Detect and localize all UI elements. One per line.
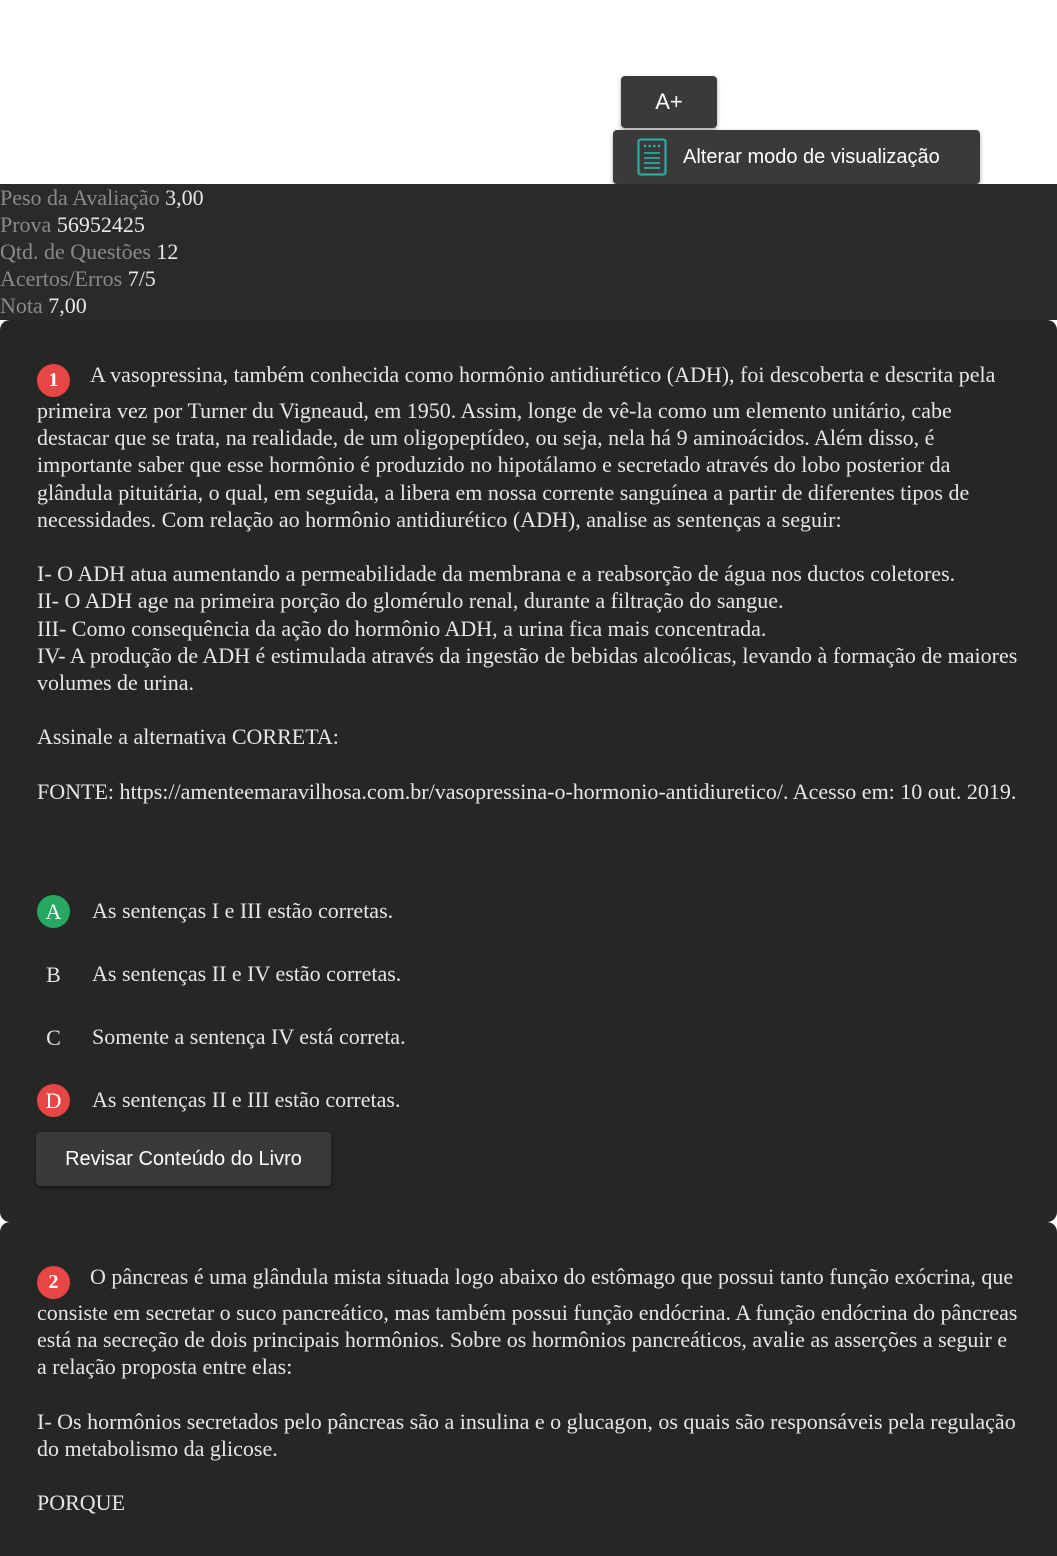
option-text: Somente a sentença IV está correta.: [92, 1024, 406, 1049]
option-text: As sentenças II e IV estão corretas.: [92, 961, 402, 986]
question-number-badge: 1: [37, 364, 70, 397]
summary-label: Nota: [0, 293, 43, 318]
option-d[interactable]: [37, 1083, 1017, 1117]
review-book-content-button[interactable]: [36, 1132, 331, 1186]
option-c[interactable]: [37, 1020, 1017, 1054]
review-button-label: Revisar Conteúdo do Livro: [65, 1147, 302, 1170]
view-mode-label: Alterar modo de visualização: [683, 145, 940, 168]
option-letter-correct: A: [37, 895, 70, 928]
summary-value: 56952425: [56, 212, 145, 237]
summary-row-exam: [0, 211, 1057, 238]
option-text: As sentenças II e III estão corretas.: [92, 1087, 401, 1112]
summary-row-weight: [0, 184, 1057, 211]
summary-row-grade: [0, 292, 1057, 319]
view-mode-button[interactable]: [613, 130, 980, 184]
document-icon: [637, 138, 667, 176]
question-number-badge: 2: [37, 1266, 70, 1299]
summary-value: 3,00: [165, 185, 204, 210]
question-text: [37, 1222, 1020, 1517]
summary-value: 7/5: [127, 266, 156, 291]
option-letter: C: [46, 1024, 61, 1050]
option-a[interactable]: [37, 894, 1017, 928]
option-letter-wrong: D: [37, 1084, 70, 1117]
summary-value: 7,00: [48, 293, 87, 318]
option-letter: B: [46, 961, 61, 987]
summary-label: Acertos/Erros: [0, 266, 123, 291]
question-card-1: [0, 320, 1057, 1222]
summary-label: Prova: [0, 212, 52, 237]
increase-font-button[interactable]: [621, 76, 717, 128]
question-body: A vasopressina, também conhecida como hormônio antidiurético (ADH), foi descoberta e descrita pela primeira vez por Turner du Vigneaud, em 1950. Assim, longe de vê-la como um elemento unitário, cabe destacar que se trata, na realidade, de um oligopeptídeo, ou seja, nela há 9 aminoácidos. Além disso, é importante saber que esse hormônio é produzido no hipotálamo e secretado através do lobo posterior da glândula pituitária, o qual, em seguida, a libera em nossa corrente sanguínea a partir de diferentes tipos de necessidades. Com relação ao hormônio antidiurético (ADH), analise as sentenças a seguir: I- O ADH atua aumentando a permeabilidade da membrana e a reabsorção de água nos ductos coletores. II- O ADH age na primeira porção do glomérulo renal, durante a filtração do sangue. III- Como consequência da ação do hormônio ADH, a urina fica mais concentrada. IV- A produção de ADH é estimulada através da ingestão de bebidas alcoólicas, levando à formação de maiores volumes de urina. Assinale a alternativa CORRETA: FONTE: https://amenteemaravilhosa.com.br/vasopressina-o-hormonio-antidiuretico/. Acesso em: 10 out. 2019.: [37, 362, 1018, 804]
summary-value: 12: [156, 239, 179, 264]
question-text: [37, 320, 1020, 805]
summary-label: Qtd. de Questões: [0, 239, 151, 264]
question-body: O pâncreas é uma glândula mista situada logo abaixo do estômago que possui tanto função exócrina, que consiste em secretar o suco pancreático, mas também possui função endócrina. A função endócrina do pâncreas está na secreção de dois principais hormônios. Sobre os hormônios pancreáticos, avalie as asserções a seguir e a relação proposta entre elas: I- Os hormônios secretados pelo pâncreas são a insulina e o glucagon, os quais são responsáveis pela regulação do metabolismo da glicose. PORQUE: [37, 1264, 1018, 1516]
increase-font-label: A+: [655, 89, 683, 114]
option-text: As sentenças I e III estão corretas.: [92, 898, 394, 923]
exam-summary: [0, 184, 1057, 320]
option-b[interactable]: [37, 957, 1017, 991]
summary-label: Peso da Avaliação: [0, 185, 160, 210]
summary-row-score-ratio: [0, 265, 1057, 292]
summary-row-questions: [0, 238, 1057, 265]
top-area: [0, 0, 1057, 184]
question-card-2: [0, 1222, 1057, 1556]
